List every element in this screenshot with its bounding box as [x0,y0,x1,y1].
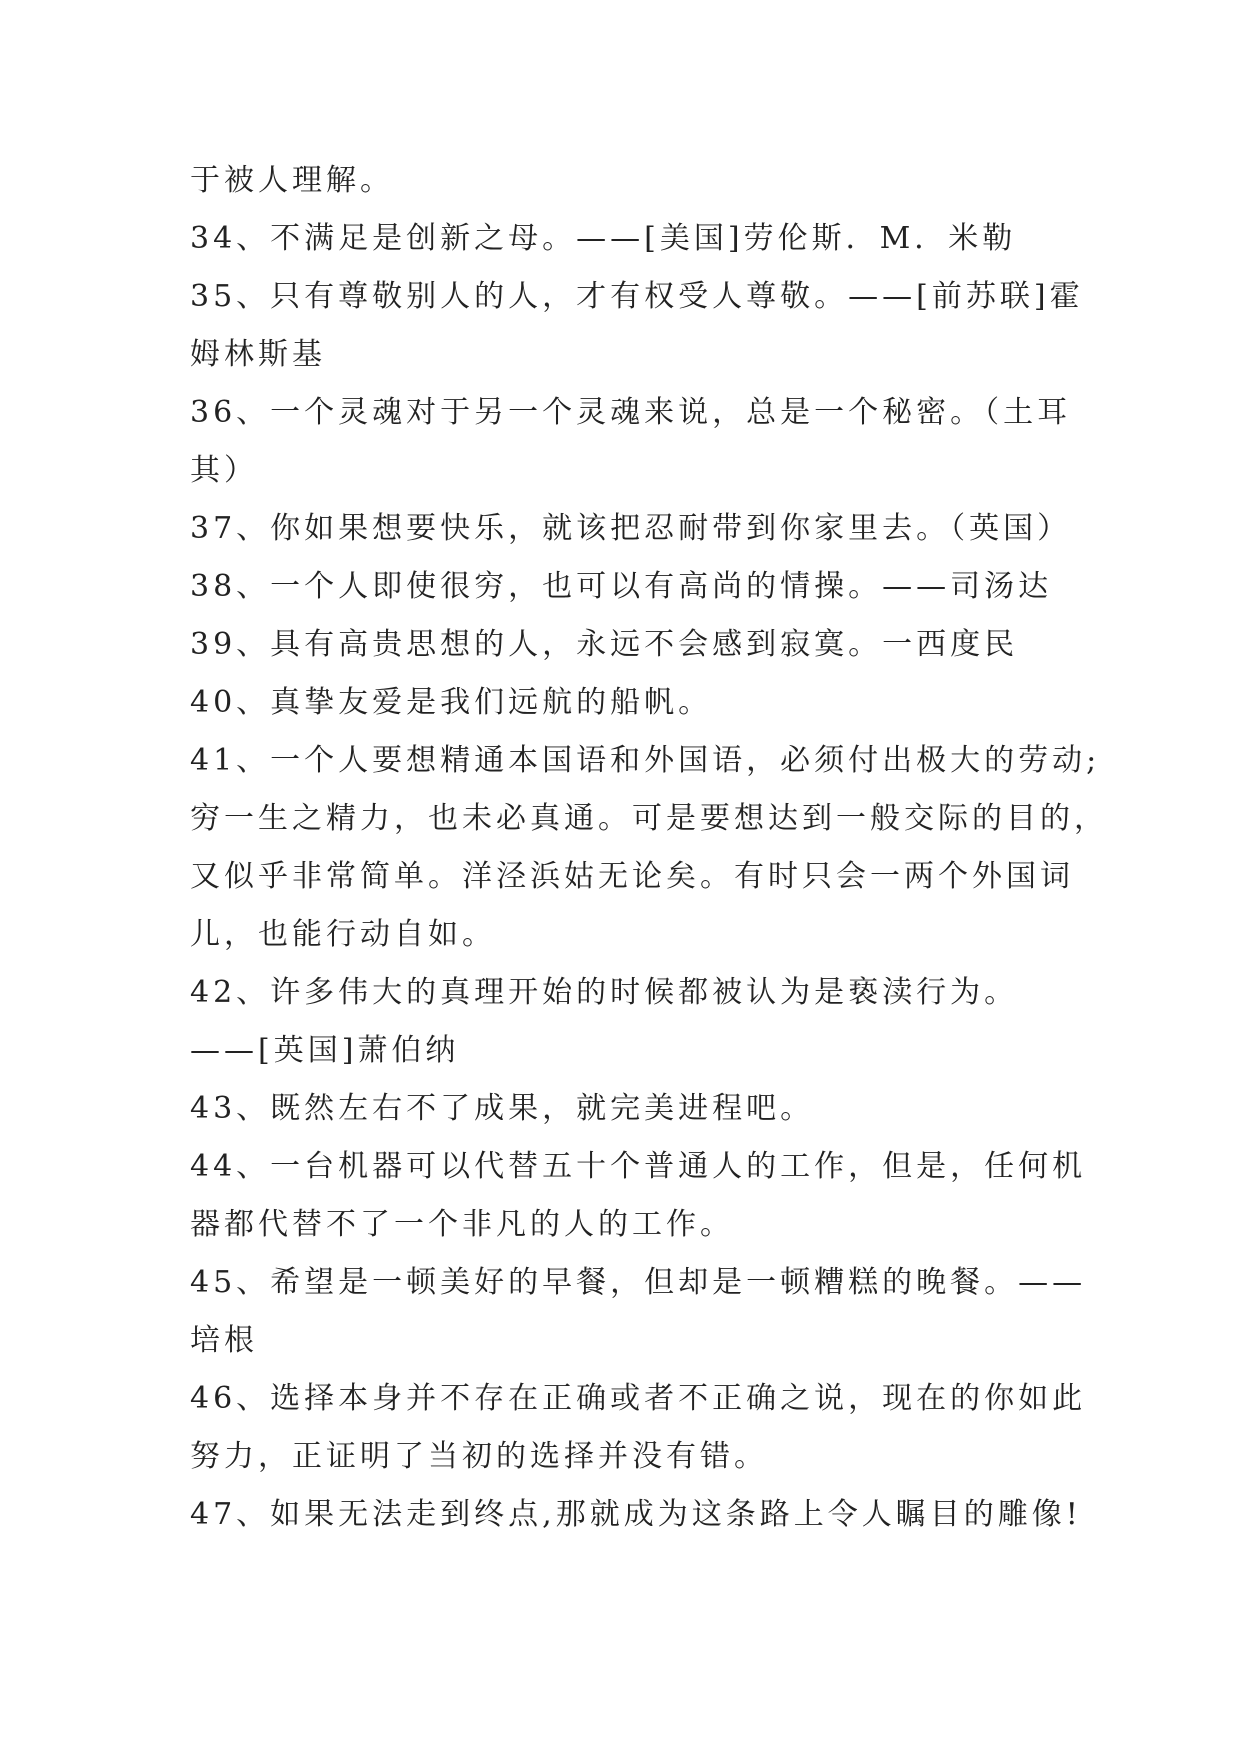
text-line: 姆林斯基 [190,337,326,372]
text-line: 又似乎非常简单。洋泾浜姑无论矣。有时只会一两个外国词 [190,859,1074,894]
text-line: 44、一台机器可以代替五十个普通人的工作，但是，任何机 [190,1149,1087,1184]
text-line: 45、希望是一顿美好的早餐，但却是一顿糟糕的晚餐。—— [190,1265,1087,1300]
text-line: 43、既然左右不了成果，就完美进程吧。 [190,1091,815,1126]
text-line: 42、许多伟大的真理开始的时候都被认为是亵渎行为。 [190,975,1019,1010]
text-line: 46、选择本身并不存在正确或者不正确之说，现在的你如此 [190,1381,1087,1416]
text-line: 穷一生之精力，也未必真通。可是要想达到一般交际的目的， [190,801,1108,836]
text-line: 培根 [190,1323,258,1358]
text-line: 器都代替不了一个非凡的人的工作。 [190,1207,734,1242]
text-line: 37、你如果想要快乐，就该把忍耐带到你家里去。（英国） [190,511,1072,546]
text-line: 36、一个灵魂对于另一个灵魂来说，总是一个秘密。（土耳 [190,395,1072,430]
text-line: 40、真挚友爱是我们远航的船帆。 [190,685,713,720]
text-line: 39、具有高贵思想的人，永远不会感到寂寞。一西度民 [190,627,1019,662]
text-line: 于被人理解。 [190,163,394,198]
text-line: 34、不满足是创新之母。——[美国]劳伦斯．M．米勒 [190,221,1017,256]
text-line: ——[英国]萧伯纳 [190,1033,460,1068]
text-line: 儿，也能行动自如。 [190,917,496,952]
text-line: 其） [190,453,258,488]
text-line: 努力，正证明了当初的选择并没有错。 [190,1439,768,1474]
text-line: 47、如果无法走到终点,那就成为这条路上令人瞩目的雕像! [190,1497,1082,1532]
quote-text-body [190,152,1108,1544]
text-line: 35、只有尊敬别人的人，才有权受人尊敬。——[前苏联]霍 [190,279,1084,314]
text-line: 41、一个人要想精通本国语和外国语，必须付出极大的劳动; [190,743,1101,778]
text-line: 38、一个人即使很穷，也可以有高尚的情操。——司汤达 [190,569,1053,604]
